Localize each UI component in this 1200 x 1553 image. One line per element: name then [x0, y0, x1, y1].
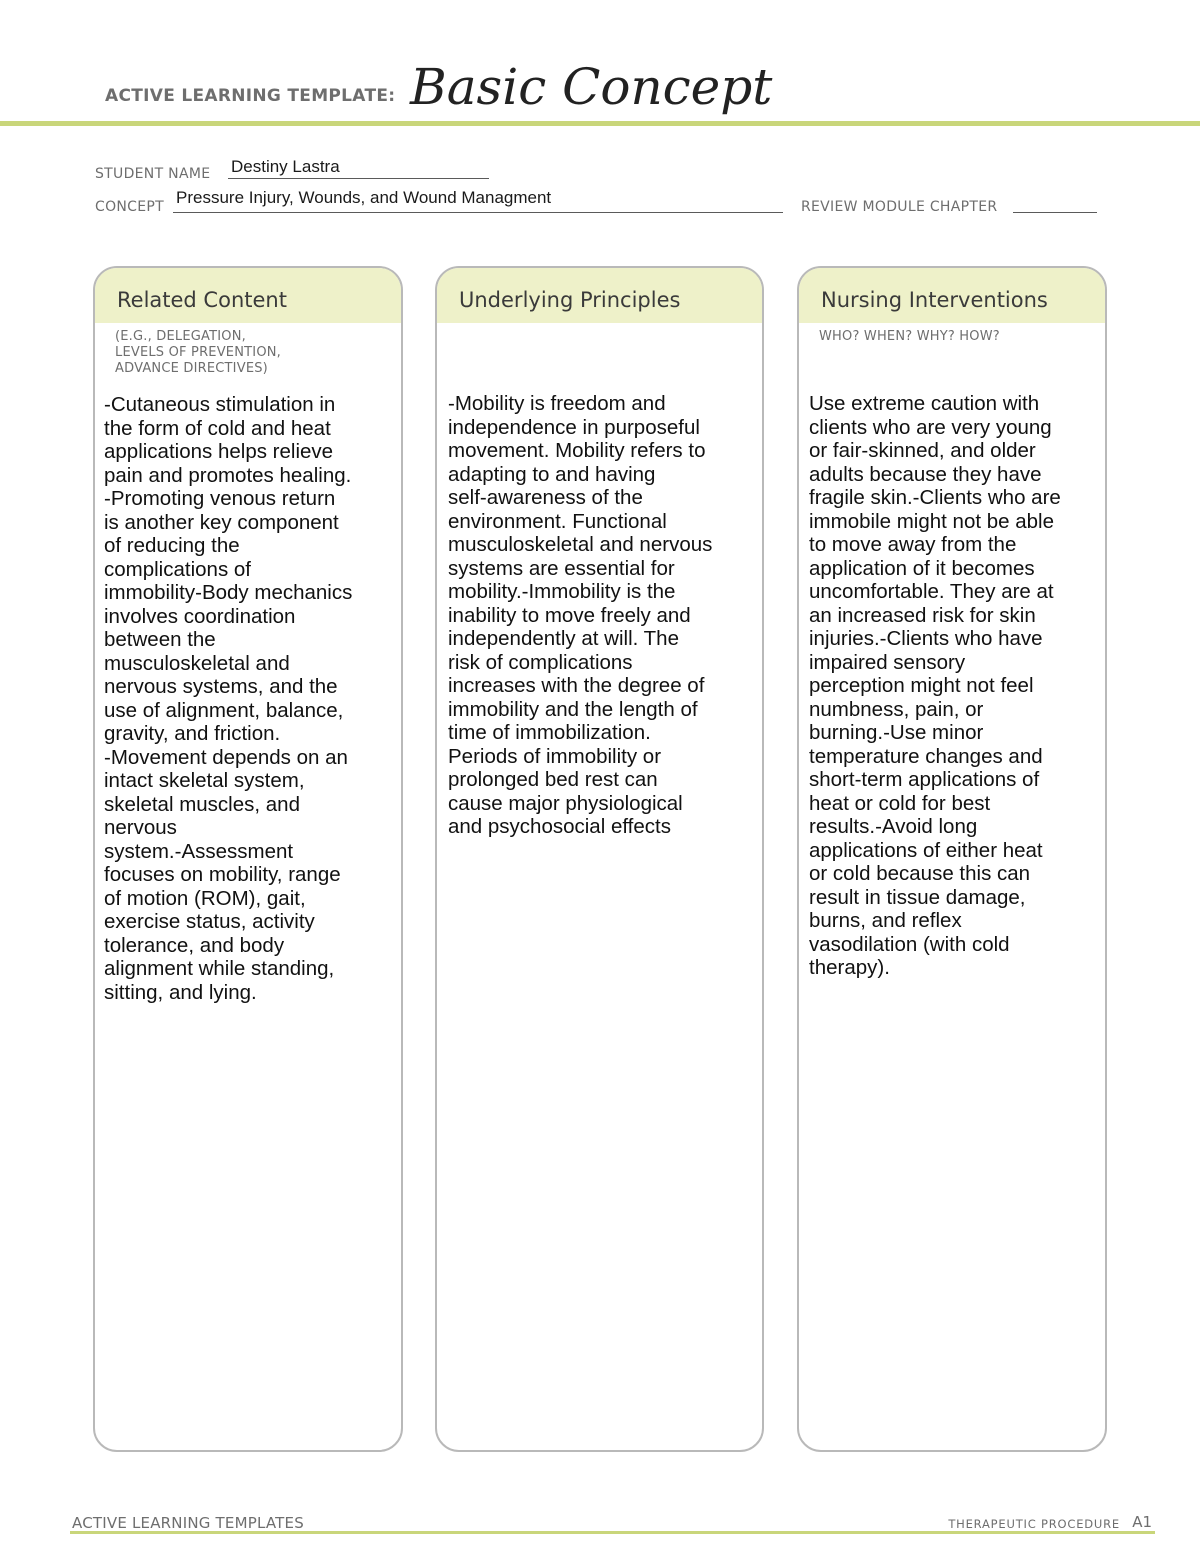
header-divider	[0, 121, 1200, 126]
concept-field[interactable]: Pressure Injury, Wounds, and Wound Managment	[176, 188, 552, 207]
page-number: A1	[1132, 1513, 1152, 1531]
nursing-interventions-text[interactable]: Use extreme caution with clients who are very young or fair-skinned, and older adults because they have fragile skin.-Clients who are immobile might not be able to move away from the application of it becomes uncomfortable. They are at an increased risk for skin injuries.-Clients who have impaired sensory perception might not feel numbness, pain, or burning.-Use minor temperature changes and short-term applications of heat or cold for best results.-Avoid long applications of either heat or cold because this can result in tissue damage, burns, and reflex vasodilation (with cold therapy).	[809, 392, 1061, 979]
card-title: Nursing Interventions	[821, 288, 1048, 312]
student-name-field[interactable]: Destiny Lastra	[231, 157, 340, 176]
card-subtitle: WHO? WHEN? WHY? HOW?	[819, 329, 1000, 344]
review-module-field[interactable]	[1013, 212, 1097, 213]
concept-label: CONCEPT	[95, 199, 164, 215]
card-title: Underlying Principles	[459, 288, 681, 312]
nursing-interventions-card	[797, 266, 1107, 1452]
concept-line	[173, 212, 783, 213]
template-label: ACTIVE LEARNING TEMPLATE:	[105, 86, 396, 106]
underlying-principles-card	[435, 266, 764, 1452]
review-module-label: REVIEW MODULE CHAPTER	[801, 199, 998, 215]
footer-category: THERAPEUTIC PROCEDURE	[948, 1517, 1120, 1531]
student-name-label: STUDENT NAME	[95, 166, 211, 182]
page-title: Basic Concept	[410, 58, 773, 116]
related-content-card	[93, 266, 403, 1452]
footer-title: ACTIVE LEARNING TEMPLATES	[72, 1514, 304, 1532]
template-header	[105, 58, 1105, 118]
underlying-principles-text[interactable]: -Mobility is freedom and independence in purposeful movement. Mobility refers to adapting to and having self-awareness of the environment. Functional musculoskeletal and nervous systems are essential for mobility.-Immobility is the inability to move freely and independently at will. The risk of complications increases with the degree of immobility and the length of time of immobilization. Periods of immobility or prolonged bed rest can cause major physiological and psychosocial effects	[448, 392, 713, 838]
related-content-text[interactable]: -Cutaneous stimulation in the form of cold and heat applications helps relieve pain and promotes healing. -Promoting venous return is another key component of reducing the complications of immobility-Body mechanics involves coordination between the musculoskeletal and nervous systems, and the use of alignment, balance, gravity, and friction. -Movement depends on an intact skeletal system, skeletal muscles, and nervous system.-Assessment focuses on mobility, range of motion (ROM), gait, exercise status, activity tolerance, and body alignment while standing, sitting, and lying.	[104, 393, 353, 1004]
card-subtitle: (E.G., DELEGATION, LEVELS OF PREVENTION, ADVANCE DIRECTIVES)	[115, 329, 282, 376]
card-header	[437, 268, 762, 323]
student-name-line	[228, 178, 489, 179]
card-header	[95, 268, 401, 323]
card-title: Related Content	[117, 288, 287, 312]
card-header	[799, 268, 1105, 323]
